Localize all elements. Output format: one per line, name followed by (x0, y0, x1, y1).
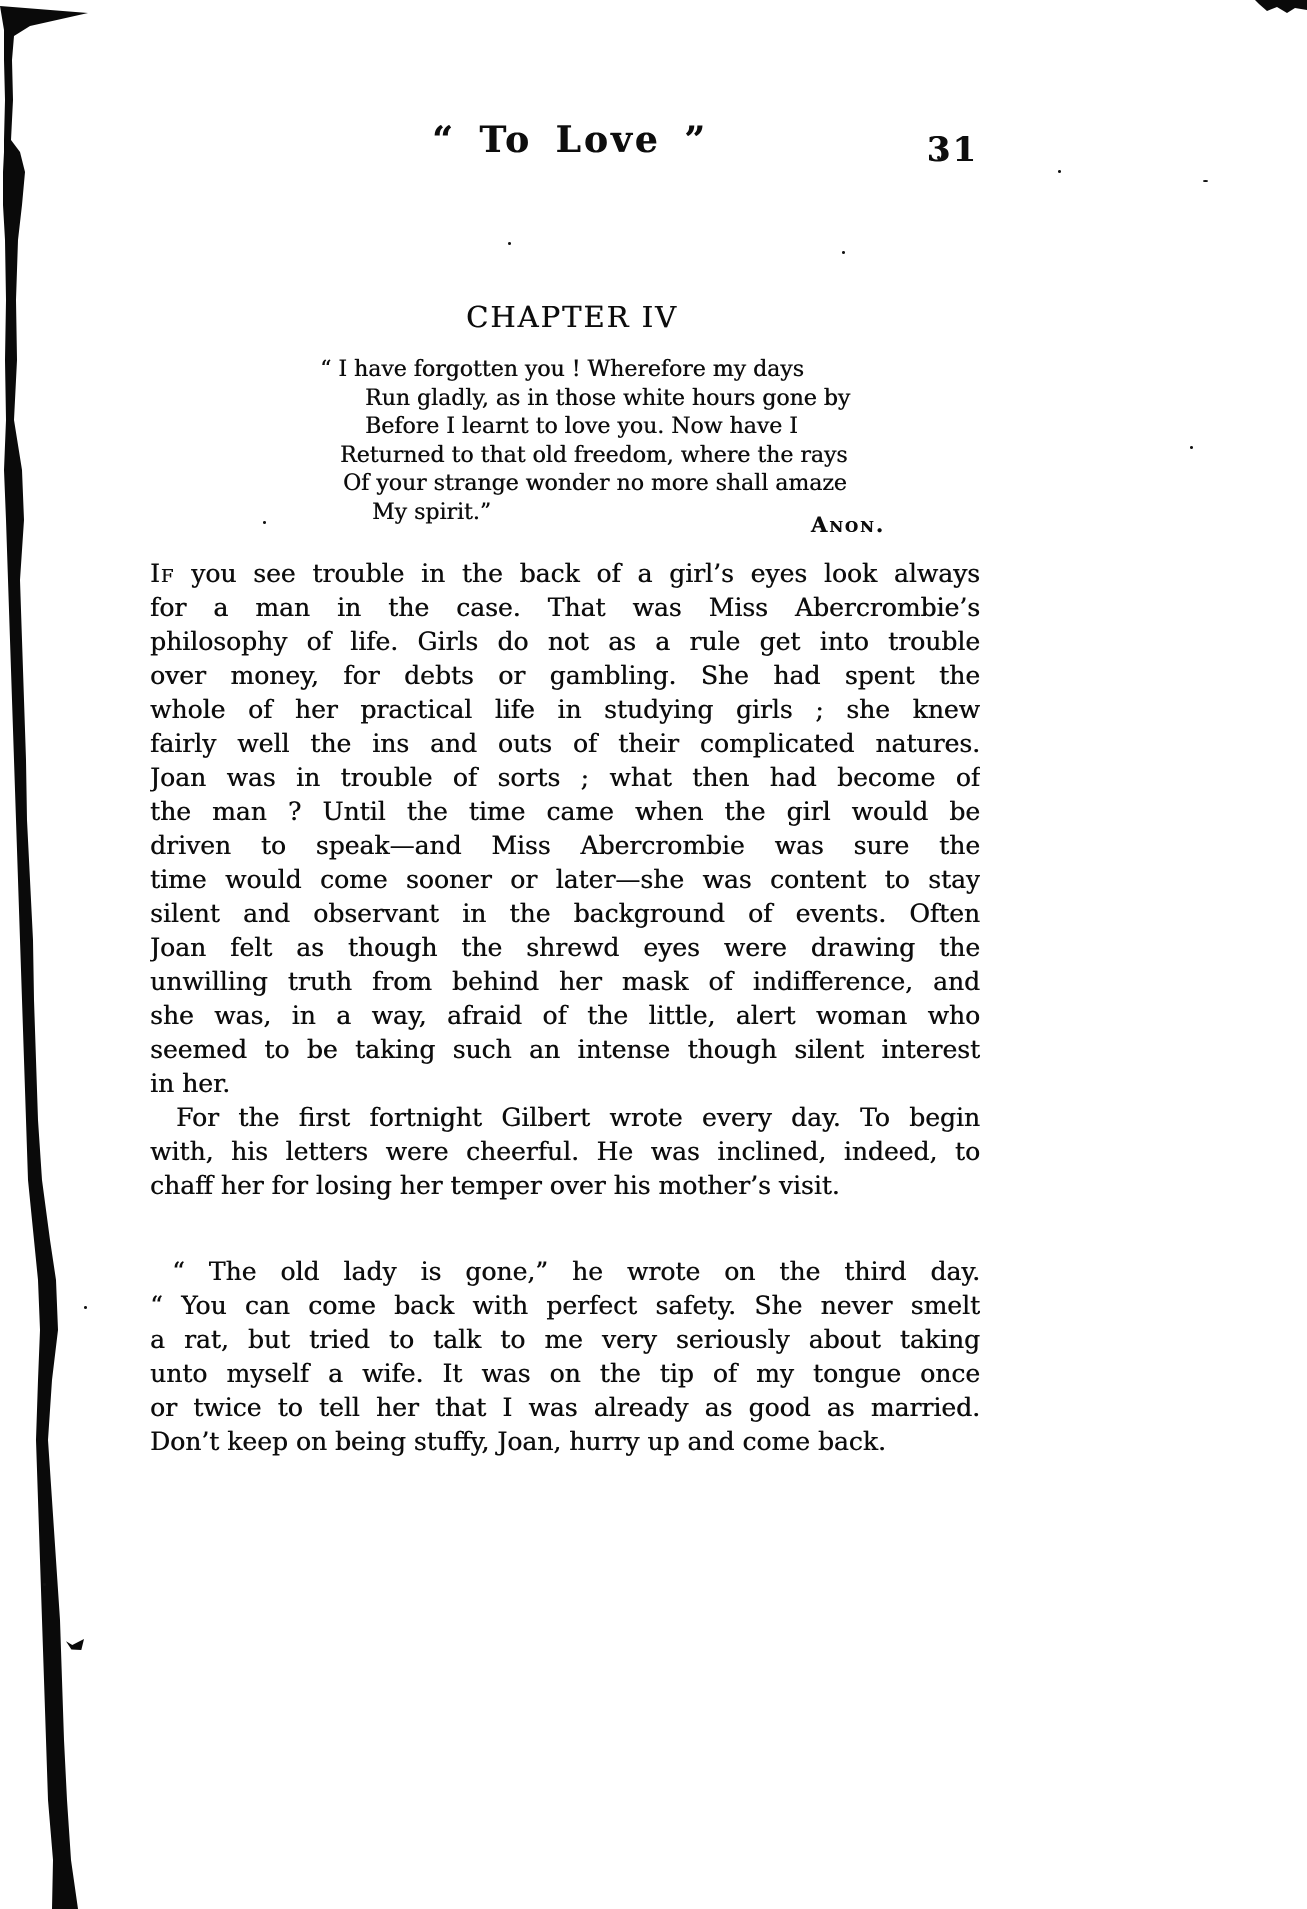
text-line: “ The old lady is gone,” he wrote on the third day. (172, 1257, 980, 1286)
text-line: For the first fortnight Gilbert wrote every day. To begin (176, 1103, 980, 1132)
scan-binding-artifact (0, 0, 100, 1909)
opening-line-text: you see trouble in the back of a girl’s eyes look always (174, 559, 980, 588)
epigraph-line: Run gladly, as in those white hours gone by (365, 385, 851, 411)
text-line: with, his letters were cheerful. He was inclined, indeed, to (150, 1137, 980, 1166)
text-line: time would come sooner or later—she was content to stay (150, 865, 980, 894)
text-line: Joan was in trouble of sorts ; what then had become of (150, 763, 980, 792)
text-line: she was, in a way, afraid of the little, alert woman who (150, 1001, 980, 1030)
text-line: over money, for debts or gambling. She had spent the (150, 661, 980, 690)
text-line: fairly well the ins and outs of their complicated natures. (150, 729, 980, 758)
letter-paragraph (150, 1255, 980, 1459)
text-line: chaff her for losing her temper over his mother’s visit. (150, 1171, 840, 1200)
paragraph (150, 1101, 980, 1203)
epigraph (150, 356, 980, 527)
text-line: whole of her practical life in studying girls ; she knew (150, 695, 980, 724)
epigraph-line: Before I learnt to love you. Now have I (365, 414, 798, 439)
text-line: driven to speak—and Miss Abercrombie was sure the (150, 831, 980, 860)
scan-speck (1203, 180, 1208, 182)
scan-speck (1058, 170, 1061, 173)
text-line: Don’t keep on being stuffy, Joan, hurry up and come back. (150, 1427, 886, 1456)
running-header: “ To Love ” (432, 119, 708, 161)
epigraph-line: My spirit.” (372, 499, 491, 525)
text-line: silent and observant in the background of events. Often (150, 899, 980, 928)
text-line: Joan felt as though the shrewd eyes were drawing the (150, 933, 980, 962)
text-line: seemed to be taking such an intense though silent interest (150, 1035, 980, 1064)
scan-speck (43, 1583, 46, 1586)
chapter-title: CHAPTER IV (466, 300, 678, 334)
text-line: unwilling truth from behind her mask of indifference, and (150, 967, 980, 996)
epigraph-line: “ I have forgotten you ! Wherefore my days (320, 357, 804, 382)
epigraph-attribution (150, 513, 980, 537)
lead-word: If (150, 559, 175, 588)
scan-corner-artifact (1247, 0, 1307, 22)
text-line: philosophy of life. Girls do not as a rule get into trouble (150, 627, 980, 656)
text-line (150, 557, 980, 591)
text-line: for a man in the case. That was Miss Abercrombie’s (150, 593, 980, 622)
scan-speck (84, 1306, 87, 1309)
text-line: in her. (150, 1069, 231, 1098)
text-line: or twice to tell her that I was already as good as married. (150, 1393, 980, 1422)
attribution-text: Anon. (810, 512, 885, 537)
text-column (150, 118, 980, 1459)
paragraph (150, 557, 980, 1101)
text-line: “ You can come back with perfect safety. She never smelt (150, 1291, 980, 1320)
scan-speck (1190, 446, 1193, 449)
body-text (150, 557, 980, 1459)
epigraph-line: Returned to that old freedom, where the rays (340, 442, 848, 468)
epigraph-line: Of your strange wonder no more shall amaze (343, 471, 847, 496)
page-number: 31 (926, 130, 978, 170)
text-line: the man ? Until the time came when the girl would be (150, 797, 980, 826)
text-line: a rat, but tried to talk to me very seriously about taking (150, 1325, 980, 1354)
text-line: unto myself a wife. It was on the tip of my tongue once (150, 1359, 980, 1388)
